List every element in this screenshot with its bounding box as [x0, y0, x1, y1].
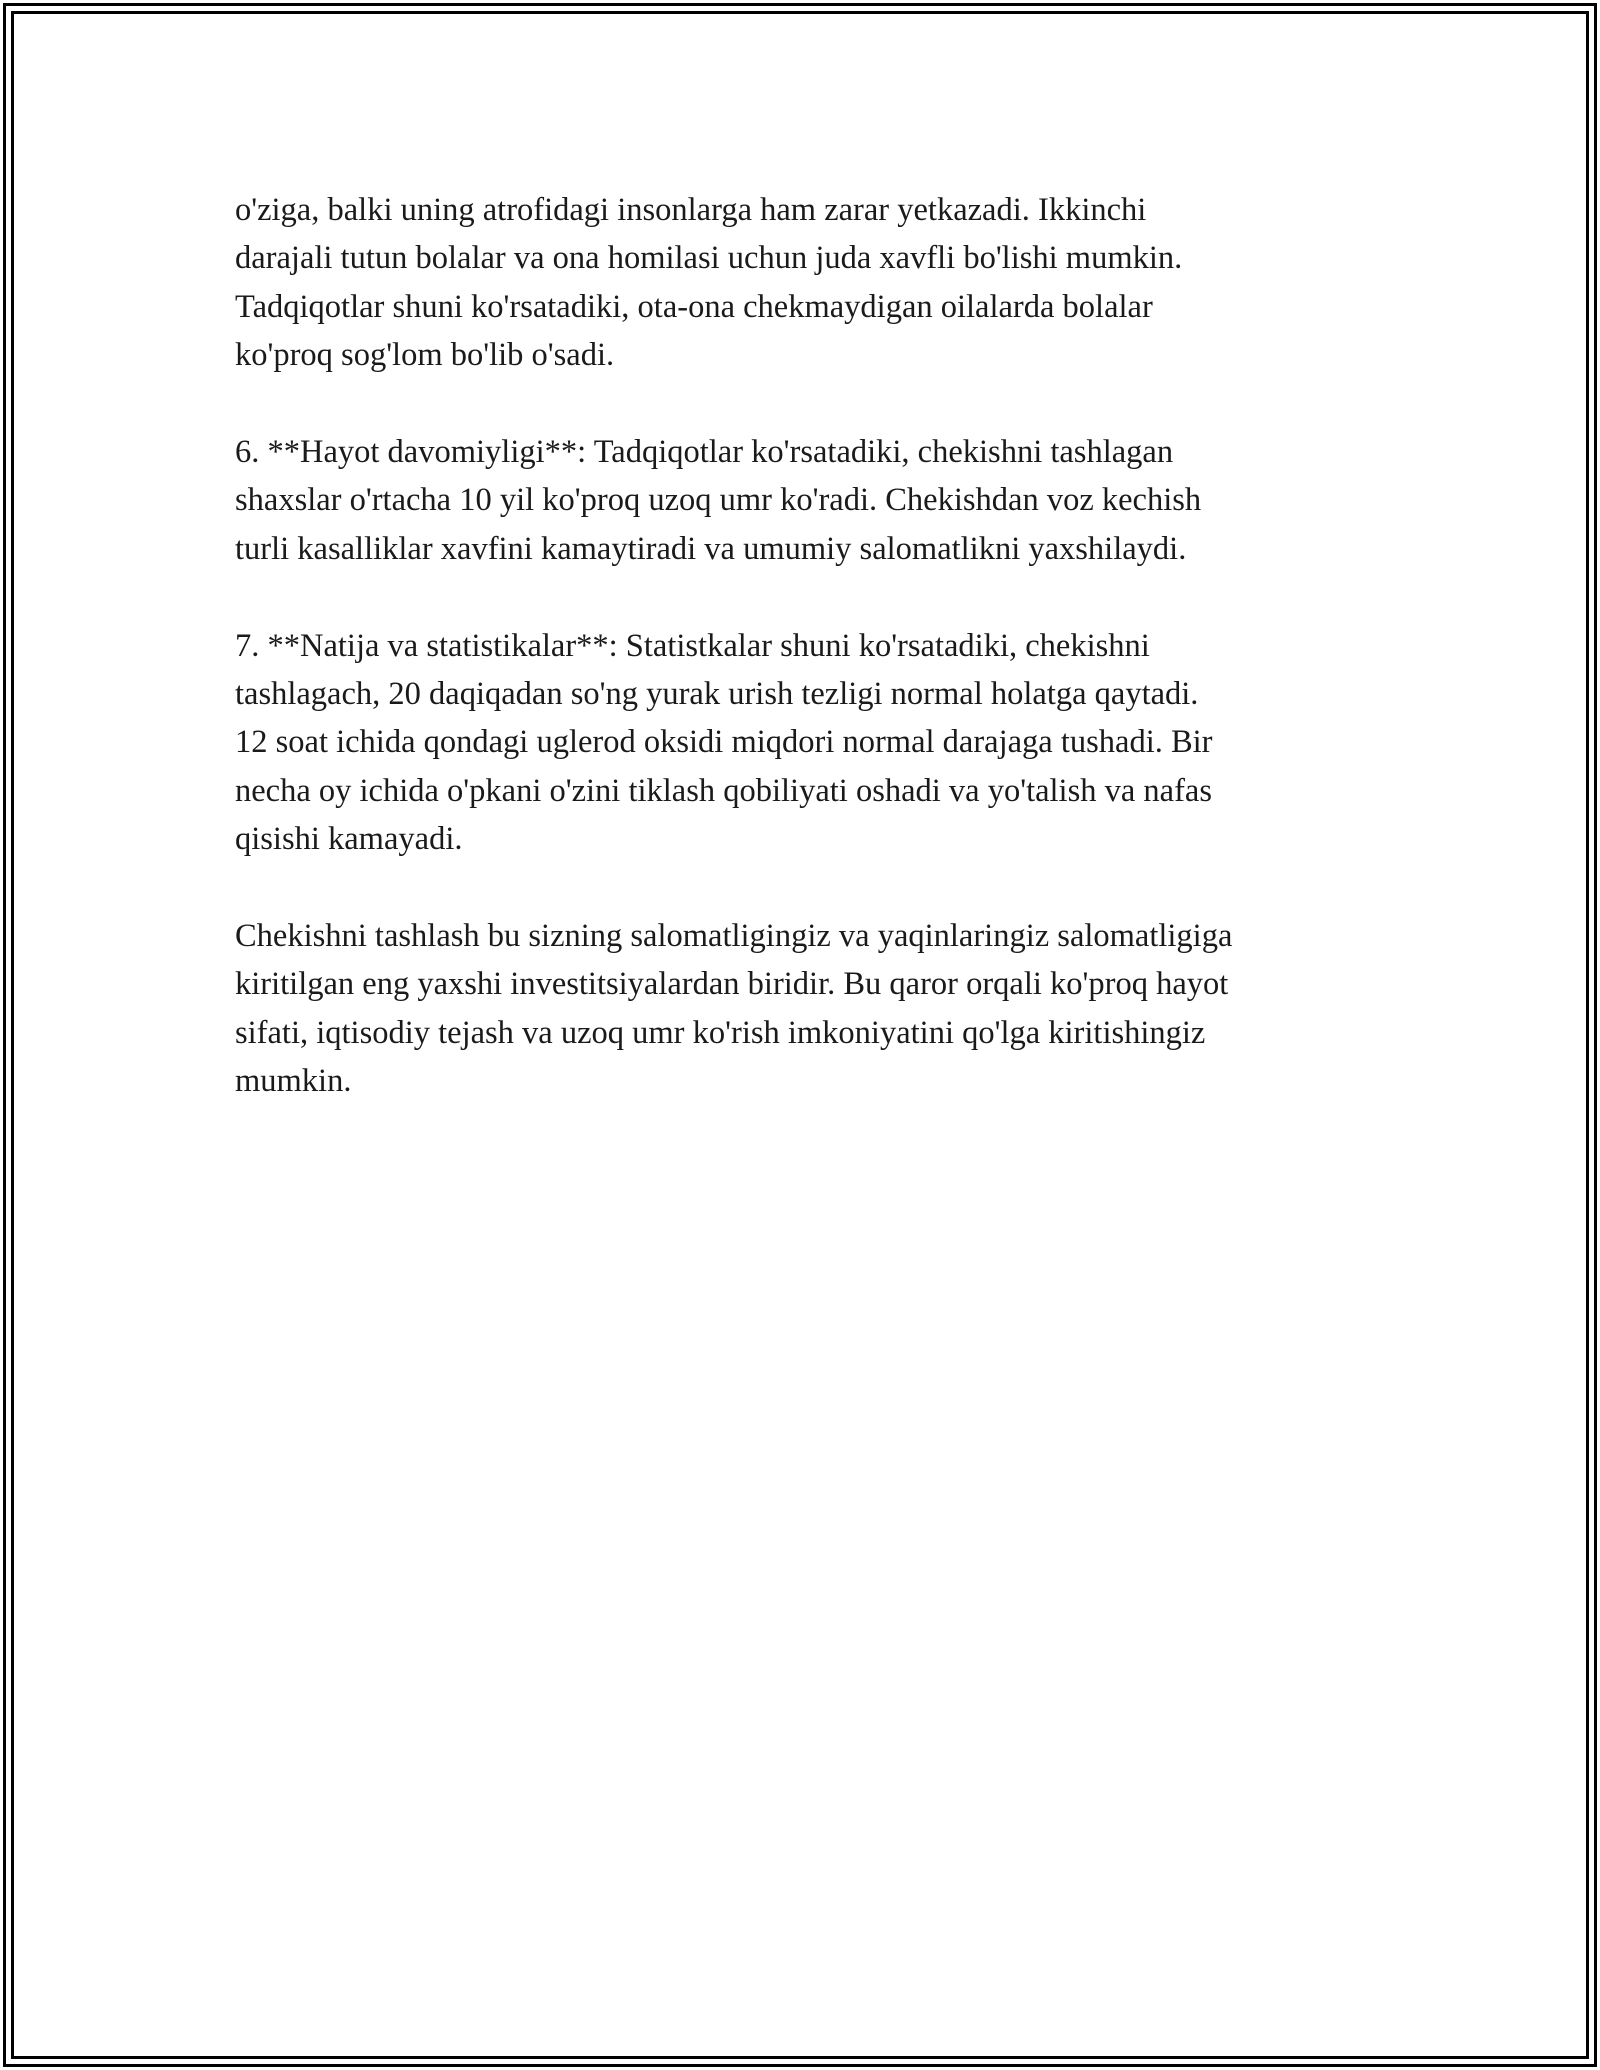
text-line: 7. **Natija va statistikalar**: Statistkalar shuni ko'rsatadiki, chekishni [235, 627, 1150, 664]
text-line: shaxslar o'rtacha 10 yil ko'proq uzoq umr ko'radi. Chekishdan voz kechish [235, 482, 1202, 519]
paragraph-item-7 [235, 622, 1385, 864]
text-line: 12 soat ichida qondagi uglerod oksidi miqdori normal darajaga tushadi. Bir [235, 724, 1213, 761]
text-line: Tadqiqotlar shuni ko'rsatadiki, ota-ona chekmaydigan oilalarda bolalar [235, 288, 1153, 325]
text-line: sifati, iqtisodiy tejash va uzoq umr ko'rish imkoniyatini qo'lga kiritishingiz [235, 1014, 1206, 1051]
text-line: darajali tutun bolalar va ona homilasi uchun juda xavfli bo'lishi mumkin. [235, 240, 1183, 277]
text-line: necha oy ichida o'pkani o'zini tiklash qobiliyati oshadi va yo'talish va nafas [235, 772, 1212, 809]
text-line: Chekishni tashlash bu sizning salomatligingiz va yaqinlaringiz salomatligiga [235, 918, 1233, 955]
text-line: tashlagach, 20 daqiqadan so'ng yurak urish tezligi normal holatga qaytadi. [235, 676, 1199, 713]
text-line: qisishi kamayadi. [235, 821, 463, 858]
text-line: mumkin. [235, 1063, 352, 1100]
document-body [235, 186, 1385, 1154]
text-line: 6. **Hayot davomiyligi**: Tadqiqotlar ko'rsatadiki, chekishni tashlagan [235, 434, 1174, 471]
text-line: kiritilgan eng yaxshi investitsiyalardan biridir. Bu qaror orqali ko'proq hayot [235, 966, 1229, 1003]
paragraph-item-6 [235, 428, 1385, 573]
paragraph-continuation [235, 186, 1385, 380]
paragraph-conclusion [235, 912, 1385, 1106]
text-line: turli kasalliklar xavfini kamaytiradi va umumiy salomatlikni yaxshilaydi. [235, 530, 1187, 567]
text-line: o'ziga, balki uning atrofidagi insonlarga ham zarar yetkazadi. Ikkinchi [235, 192, 1147, 228]
text-line: ko'proq sog'lom bo'lib o'sadi. [235, 337, 615, 374]
